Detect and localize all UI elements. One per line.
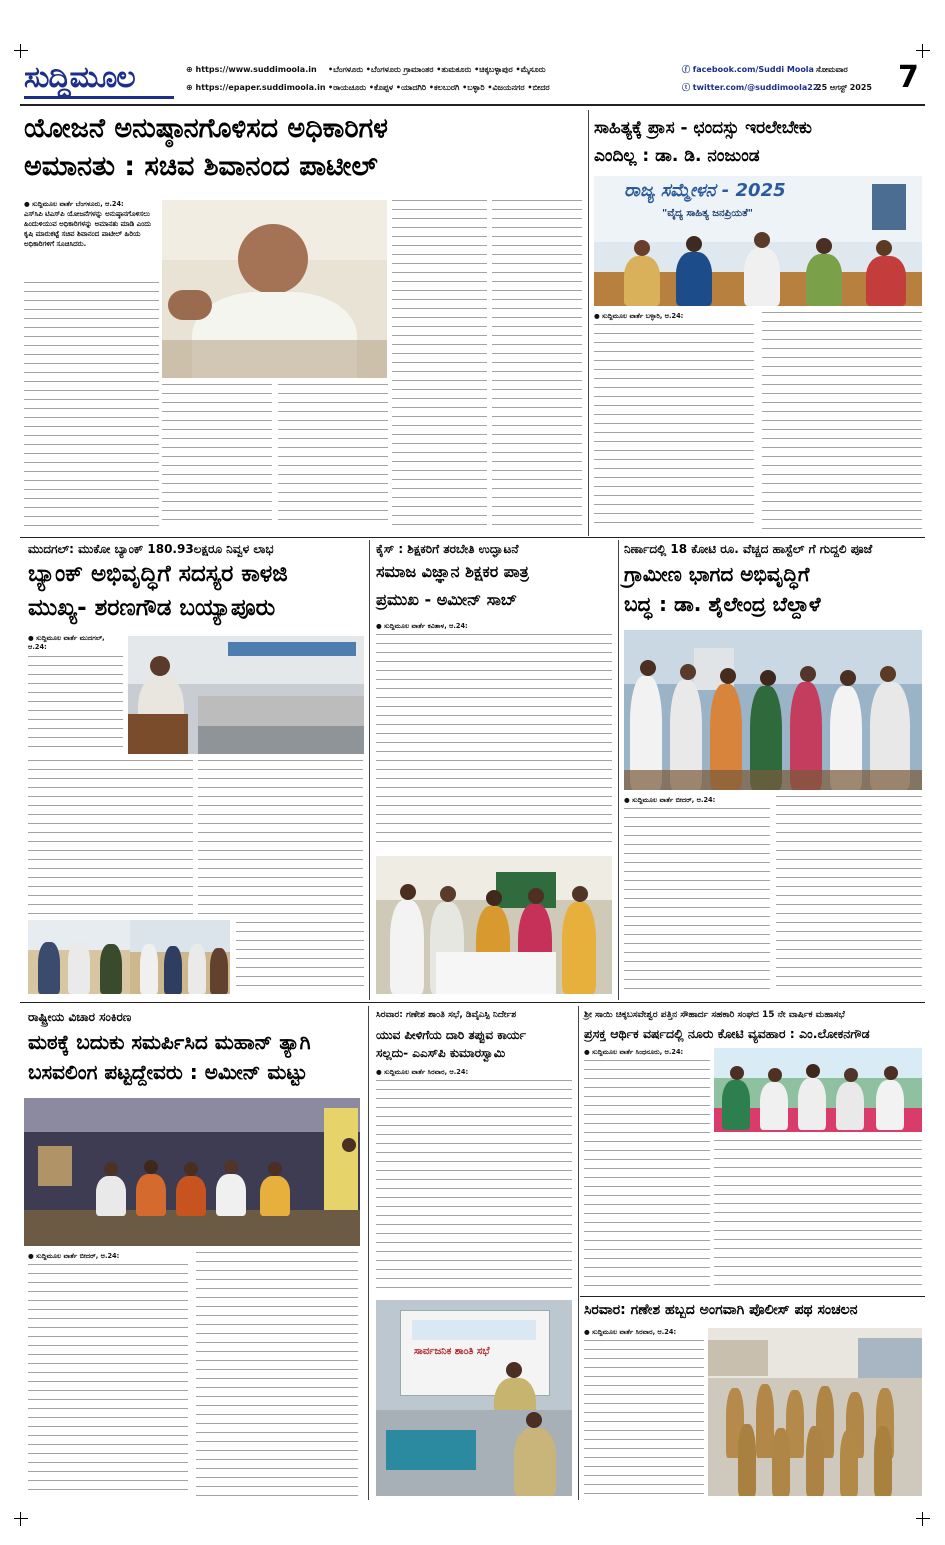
a6-photo-seminar	[24, 1098, 360, 1246]
section-rule	[20, 1002, 925, 1003]
a6-headline-line2: ಬಸವಲಿಂಗ ಪಟ್ಟದ್ದೇವರು : ಅಮೀನ್ ಮಟ್ಟು	[28, 1060, 308, 1084]
facebook-link[interactable]: ⓕ facebook.com/Suddi Moola	[682, 65, 814, 74]
date-label: 25 ಆಗಸ್ಟ್ 2025	[816, 83, 872, 92]
newspaper-logo: ಸುದ್ದಿಮೂಲ	[24, 60, 135, 95]
a7-headline-line1: ಯುವ ಪೀಳಿಗೆಯ ದಾರಿ ತಪ್ಪುವ ಕಾರ್ಯ	[376, 1028, 526, 1042]
registration-mark	[14, 1512, 28, 1526]
registration-mark	[14, 44, 28, 58]
epaper-url[interactable]: ⊕ https://epaper.suddimoola.in	[186, 83, 326, 92]
a2-banner-subtext: "ವೈದ್ಯ ಸಾಹಿತ್ಯ ಜನಪ್ರಿಯತೆ"	[662, 208, 754, 219]
a4-headline-line1: ಸಮಾಜ ವಿಜ್ಞಾನ ಶಿಕ್ಷಕರ ಪಾತ್ರ	[376, 562, 529, 581]
a5-byline: ● ಸುದ್ದಿಮೂಲ ವಾರ್ತೆ ಬೀದರ್, ಆ.24:	[624, 796, 716, 804]
a2-byline: ● ಸುದ್ದಿಮೂಲ ವಾರ್ತೆ ಬಳ್ಳಾರಿ, ಆ.24:	[594, 312, 684, 320]
section-rule	[20, 537, 925, 538]
a9-body-text	[584, 1340, 704, 1496]
a3-headline-line2: ಮುಖ್ಯ- ಶರಣಗೌಡ ಬಯ್ಯಾಪೂರು	[28, 595, 276, 621]
a8-kicker: ಶ್ರೀ ಸಾಯಿ ಚಿಕ್ಕಬಸವೇಶ್ವರ ಪತ್ತಿನ ಸೌಹಾರ್ದ ಸಹಕಾರಿ ಸಂಘದ 15 ನೇ ವಾರ್ಷಿಕ ಮಹಾಸಭೆ	[584, 1010, 845, 1020]
masthead-rule	[20, 104, 925, 106]
a6-kicker: ರಾಷ್ಟ್ರೀಯ ವಿಚಾರ ಸಂಕಿರಣ	[28, 1010, 132, 1024]
edition-cities-1: •ಬೆಂಗಳೂರು •ಬೆಂಗಳೂರು ಗ್ರಾಮಾಂತರ •ತುಮಕೂರು •ಚಿಕ್ಕಬಳ್ಳಾಪುರ •ಮೈಸೂರು	[328, 65, 546, 74]
a1-lead: ಎಸ್‌ಸಿಪಿ ಟಿಎಸ್‌ಪಿ ಯೋಜನೆಗಳನ್ನು ಅನುಷ್ಠಾನಗೊಳಿಸಲು ಹಿಂದುಳಿಯುವ ಅಧಿಕಾರಿಗಳನ್ನು ಅಮಾನತು ಮಾಡಿ ಎಂದು ಕೃಷಿ ಮಾರುಕಟ್ಟೆ ಸಚಿವ ಶಿವಾನಂದ ಪಾಟೀಲ್ ಹಿರಿಯ ಅಧಿಕಾರಿಗಳಿಗೆ ಸೂಚಿಸಿದರು.	[24, 210, 151, 248]
twitter-link[interactable]: ⓣ twitter.com/@suddimoola22	[682, 83, 819, 92]
a1-headline-line1: ಯೋಜನೆ ಅನುಷ್ಠಾನಗೊಳಿಸದ ಅಧಿಕಾರಿಗಳ	[24, 113, 388, 144]
facebook-icon: ⓕ	[682, 65, 690, 74]
twitter-icon: ⓣ	[682, 83, 690, 92]
day-label: ಸೋಮವಾರ	[816, 65, 848, 74]
a2-body-text	[594, 324, 754, 530]
a3-body-text	[236, 922, 364, 994]
a9-byline: ● ಸುದ್ದಿಮೂಲ ವಾರ್ತೆ ಸಿರವಾರ, ಆ.24:	[584, 1328, 677, 1336]
a4-kicker: ಕೈಸ್ : ಶಿಕ್ಷಕರಿಗೆ ತರಬೇತಿ ಉದ್ಘಾಟನೆ	[376, 542, 519, 556]
a3-photo-meeting	[128, 636, 364, 754]
a2-headline-line2: ಎಂದಿಲ್ಲ : ಡಾ. ಡಿ. ನಂಜುಂಡ	[594, 146, 760, 166]
a9-byline-block	[584, 1328, 704, 1340]
a2-banner-text: ರಾಜ್ಯ ಸಮ್ಮೇಳನ - 2025	[624, 180, 786, 201]
a5-byline-block	[624, 796, 770, 808]
a7-banner-text: ಸಾರ್ವಜನಿಕ ಶಾಂತಿ ಸಭೆ	[414, 1346, 490, 1357]
website-url[interactable]: ⊕ https://www.suddimoola.in	[186, 65, 317, 74]
a6-body-text	[196, 1252, 358, 1496]
column-divider	[588, 110, 589, 536]
a8-body-text	[714, 1140, 922, 1290]
a8-body-text	[584, 1060, 710, 1290]
a5-headline-line1: ಗ್ರಾಮೀಣ ಭಾಗದ ಅಭಿವೃದ್ಧಿಗೆ	[624, 562, 810, 586]
a1-byline: ● ಸುದ್ದಿಮೂಲ ವಾರ್ತೆ ಬೆಂಗಳೂರು, ಆ.24:	[24, 200, 124, 208]
column-divider	[369, 540, 370, 1000]
a1-headline-line2: ಅಮಾನತು : ಸಚಿವ ಶಿವಾನಂದ ಪಾಟೀಲ್	[24, 151, 378, 182]
a7-photo-peace-meeting	[376, 1300, 572, 1496]
a2-headline-line1: ಸಾಹಿತ್ಯಕ್ಕೆ ಪ್ರಾಸ - ಛಂದಸ್ಸು ಇರಲೇಬೇಕು	[594, 118, 812, 138]
a5-body-text	[776, 796, 922, 994]
column-divider	[618, 540, 619, 1000]
page-number: 7	[898, 60, 919, 95]
a4-body-text	[376, 634, 612, 850]
a1-body-text	[278, 384, 388, 528]
a8-byline-block	[584, 1048, 710, 1060]
a3-body-text	[28, 656, 123, 754]
a3-byline: ● ಸುದ್ದಿಮೂಲ ವಾರ್ತೆ ಮುದಗಲ್, ಆ.24:	[28, 634, 105, 651]
a3-body-text	[198, 760, 363, 920]
a8-photo-meeting	[714, 1048, 922, 1132]
a8-headline: ಪ್ರಸಕ್ತ ಆರ್ಥಿಕ ವರ್ಷದಲ್ಲಿ ನೂರು ಕೋಟಿ ವ್ಯವಹಾರ : ಎಂ.ಲೋಕನಗೌಡ	[584, 1026, 870, 1041]
a7-body-text	[376, 1080, 572, 1296]
a5-body-text	[624, 808, 770, 994]
a4-headline-line2: ಪ್ರಮುಖ - ಅಮೀನ್ ಸಾಬ್	[376, 590, 518, 609]
a1-body-text	[24, 282, 159, 528]
a3-byline-block	[28, 634, 123, 654]
a5-headline-line2: ಬದ್ಧ : ಡಾ. ಶೈಲೇಂದ್ರ ಬೆಲ್ದಾಳೆ	[624, 592, 821, 616]
a9-photo-police-march	[708, 1328, 922, 1496]
a4-byline: ● ಸುದ್ದಿಮೂಲ ವಾರ್ತೆ ಕವಿತಾಳ, ಆ.24:	[376, 622, 468, 630]
a3-headline-line1: ಬ್ಯಾಂಕ್ ಅಭಿವೃದ್ಧಿಗೆ ಸದಸ್ಯರ ಕಾಳಜಿ	[28, 561, 288, 587]
a7-headline-line2: ಸಲ್ಲದು- ಎಎಸ್‌ಪಿ ಕುಮಾರಸ್ವಾಮಿ	[376, 1046, 506, 1060]
a7-byline: ● ಸುದ್ದಿಮೂಲ ವಾರ್ತೆ ಸಿರವಾರ, ಆ.24:	[376, 1068, 469, 1076]
a2-photo-conference	[594, 176, 922, 306]
a3-kicker: ಮುದಗಲ್: ಮುಕೋ ಬ್ಯಾಂಕ್ 180.93ಲಕ್ಷರೂ ನಿವ್ವಳ ಲಾಭ	[28, 542, 274, 556]
a6-body-text	[28, 1264, 188, 1496]
logo-underline	[24, 96, 174, 99]
registration-mark	[916, 1512, 930, 1526]
a2-banner-portrait	[872, 184, 906, 230]
a2-body-text	[762, 312, 922, 530]
column-divider	[368, 1006, 369, 1500]
a3-body-text	[28, 760, 193, 940]
registration-mark	[916, 44, 930, 58]
a1-body-text	[392, 200, 487, 528]
a8-byline: ● ಸುದ್ದಿಮೂಲ ವಾರ್ತೆ ಸಿಂಧನೂರು, ಆ.24:	[584, 1048, 684, 1056]
a1-photo-minister	[162, 200, 387, 378]
a6-byline: ● ಸುದ್ದಿಮೂಲ ವಾರ್ತೆ ಬೀದರ್, ಆ.24:	[28, 1252, 120, 1260]
a1-body-text	[162, 384, 272, 528]
column-divider	[578, 1006, 579, 1500]
a6-headline-line1: ಮಠಕ್ಕೆ ಬದುಕು ಸಮರ್ಪಿಸಿದ ಮಹಾನ್ ತ್ಯಾಗಿ	[28, 1030, 311, 1054]
a4-byline-block	[376, 622, 612, 634]
a7-kicker: ಸಿರವಾರ: ಗಣೇಶ ಶಾಂತಿ ಸಭೆ, ಡಿವೈಎಸ್ಪಿ ನಿರ್ದೇಶ	[376, 1010, 517, 1020]
a2-byline-block	[594, 312, 754, 324]
a5-kicker: ನಿರ್ಣಾದಲ್ಲಿ 18 ಕೋಟಿ ರೂ. ವೆಚ್ಚದ ಹಾಸ್ಟೆಲ್ ಗೆ ಗುದ್ದಲಿ ಪೂಜೆ	[624, 542, 873, 556]
a3-photo-field-2	[130, 920, 230, 994]
edition-cities-2: •ರಾಯಚೂರು •ಕೊಪ್ಪಳ •ಯಾದಗಿರಿ •ಕಲಬುರಗಿ •ಬಳ್ಳಾರಿ •ವಿಜಯನಗರ •ಬೀದರ	[328, 83, 550, 92]
a5-photo-ceremony	[624, 630, 922, 790]
section-rule	[580, 1296, 925, 1297]
a7-byline-block	[376, 1068, 572, 1080]
a6-byline-block	[28, 1252, 188, 1264]
a4-photo-training	[376, 856, 612, 994]
a1-body-text	[492, 200, 582, 528]
a9-headline: ಸಿರವಾರ: ಗಣೇಶ ಹಬ್ಬದ ಅಂಗವಾಗಿ ಪೊಲೀಸ್ ಪಥ ಸಂಚಲನ	[584, 1302, 858, 1318]
